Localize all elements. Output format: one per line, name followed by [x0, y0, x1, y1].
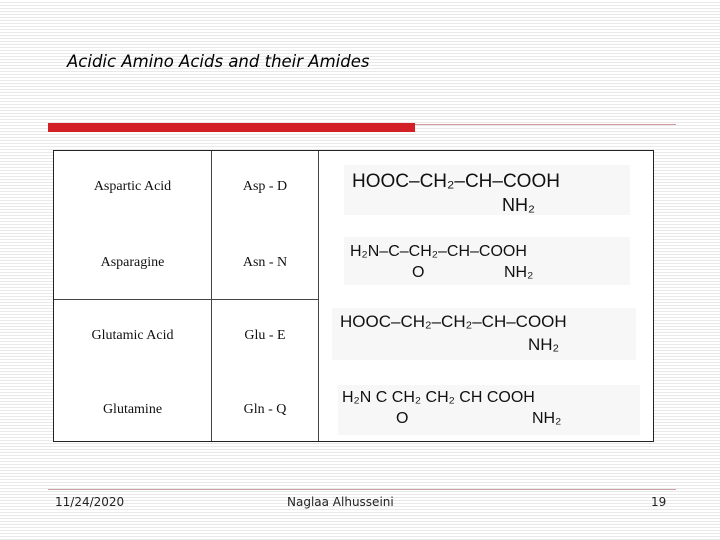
accent-bar — [48, 123, 415, 132]
structural-formula — [338, 385, 640, 435]
formula-main: H₂N–C–CH₂–CH–COOH — [350, 243, 527, 260]
amino-acid-code: Gln - Q — [243, 402, 287, 417]
amino-acid-code: Glu - E — [244, 328, 286, 343]
column-divider — [318, 151, 319, 441]
amino-acid-code: Asn - N — [242, 255, 288, 270]
amino-acid-name: Asparagine — [100, 255, 165, 270]
structural-formula — [344, 237, 630, 285]
amino-acid-name: Glutamic Acid — [91, 328, 174, 343]
footer-date: 11/24/2020 — [55, 495, 125, 509]
formula-amino-group: NH₂ — [504, 264, 534, 281]
formula-main: HOOC–CH₂–CH–COOH — [352, 171, 560, 192]
formula-amino-group: NH₂ — [528, 335, 560, 354]
formula-amino-group: NH₂ — [532, 410, 562, 427]
amino-acid-table — [53, 150, 654, 442]
formula-main: H₂N C CH₂ CH₂ CH COOH — [342, 389, 535, 406]
amino-acid-name: Glutamine — [102, 402, 163, 417]
footer-author: Naglaa Alhusseini — [287, 495, 394, 509]
slide-title: Acidic Amino Acids and their Amides — [67, 52, 370, 71]
amino-acid-name: Aspartic Acid — [93, 179, 172, 194]
formula-main: HOOC–CH₂–CH₂–CH–COOH — [340, 312, 567, 331]
amino-acid-code: Asp - D — [242, 179, 288, 194]
structural-formula — [332, 308, 636, 360]
structural-formula — [344, 165, 630, 215]
footer-page-number: 19 — [651, 495, 667, 509]
formula-carbonyl-oxygen: O — [396, 410, 409, 427]
formula-carbonyl-oxygen: O — [412, 264, 425, 281]
row-divider — [54, 299, 318, 300]
footer-divider — [48, 489, 676, 490]
formula-amino-group: NH₂ — [502, 195, 535, 215]
